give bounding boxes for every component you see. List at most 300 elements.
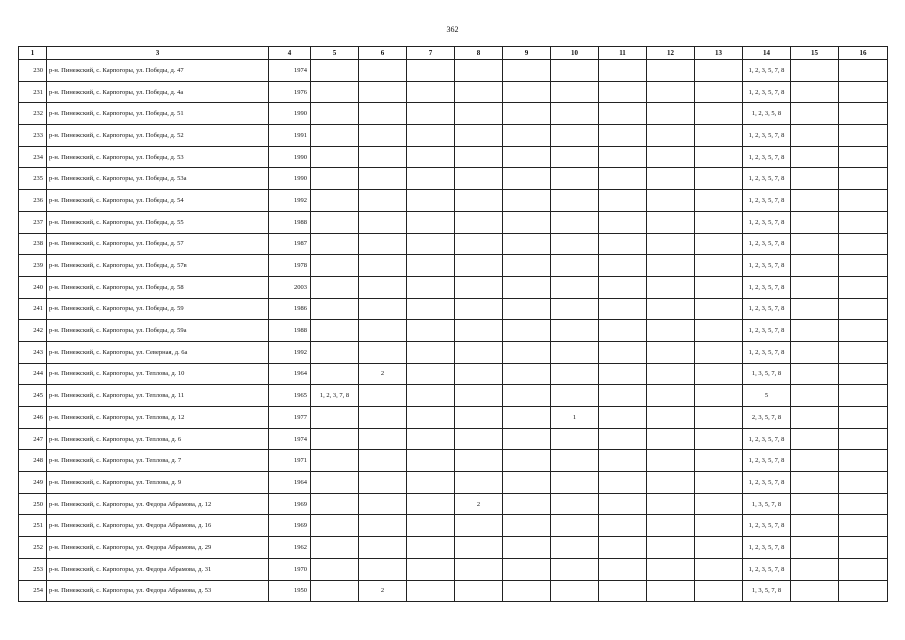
cell-col-13 bbox=[695, 276, 743, 298]
cell-col-10 bbox=[551, 190, 599, 212]
cell-col-13 bbox=[695, 168, 743, 190]
cell-address: р-н. Пинежский, с. Карпогоры, ул. Теплова, д. 6 bbox=[47, 428, 269, 450]
cell-address: р-н. Пинежский, с. Карпогоры, ул. Победы, д. 57 bbox=[47, 233, 269, 255]
cell-col-5 bbox=[311, 580, 359, 602]
cell-col-9 bbox=[503, 537, 551, 559]
cell-col-14: 2, 3, 5, 7, 8 bbox=[743, 407, 791, 429]
table-row bbox=[19, 298, 888, 320]
cell-col-8 bbox=[455, 233, 503, 255]
cell-col-16 bbox=[839, 233, 888, 255]
cell-col-11 bbox=[599, 537, 647, 559]
cell-col-9 bbox=[503, 125, 551, 147]
cell-col-10: 1 bbox=[551, 407, 599, 429]
table-row bbox=[19, 407, 888, 429]
cell-col-10 bbox=[551, 558, 599, 580]
cell-col-9 bbox=[503, 407, 551, 429]
cell-col-6 bbox=[359, 146, 407, 168]
cell-col-16 bbox=[839, 255, 888, 277]
cell-col-12 bbox=[647, 60, 695, 82]
cell-col-11 bbox=[599, 298, 647, 320]
cell-col-16 bbox=[839, 428, 888, 450]
cell-col-6 bbox=[359, 407, 407, 429]
cell-col-9 bbox=[503, 103, 551, 125]
cell-year: 1971 bbox=[269, 450, 311, 472]
cell-year: 1987 bbox=[269, 233, 311, 255]
cell-row-number: 249 bbox=[19, 472, 47, 494]
cell-col-7 bbox=[407, 580, 455, 602]
cell-col-5 bbox=[311, 450, 359, 472]
cell-col-15 bbox=[791, 428, 839, 450]
cell-row-number: 246 bbox=[19, 407, 47, 429]
cell-year: 1964 bbox=[269, 472, 311, 494]
cell-col-7 bbox=[407, 363, 455, 385]
cell-col-9 bbox=[503, 60, 551, 82]
cell-col-16 bbox=[839, 168, 888, 190]
cell-col-8 bbox=[455, 125, 503, 147]
table-row bbox=[19, 190, 888, 212]
cell-col-12 bbox=[647, 103, 695, 125]
cell-col-16 bbox=[839, 103, 888, 125]
cell-address: р-н. Пинежский, с. Карпогоры, ул. Теплова, д. 11 bbox=[47, 385, 269, 407]
cell-col-5 bbox=[311, 341, 359, 363]
cell-col-11 bbox=[599, 428, 647, 450]
cell-col-12 bbox=[647, 558, 695, 580]
cell-col-12 bbox=[647, 255, 695, 277]
cell-col-15 bbox=[791, 103, 839, 125]
cell-col-13 bbox=[695, 320, 743, 342]
column-header-7: 7 bbox=[407, 47, 455, 60]
cell-col-11 bbox=[599, 168, 647, 190]
cell-col-12 bbox=[647, 125, 695, 147]
cell-address: р-н. Пинежский, с. Карпогоры, ул. Победы, д. 47 bbox=[47, 60, 269, 82]
cell-address: р-н. Пинежский, с. Карпогоры, ул. Победы, д. 59а bbox=[47, 320, 269, 342]
cell-col-15 bbox=[791, 472, 839, 494]
table-row bbox=[19, 168, 888, 190]
cell-col-5 bbox=[311, 363, 359, 385]
cell-year: 1992 bbox=[269, 341, 311, 363]
cell-col-15 bbox=[791, 211, 839, 233]
cell-address: р-н. Пинежский, с. Карпогоры, ул. Победы, д. 59 bbox=[47, 298, 269, 320]
cell-address: р-н. Пинежский, с. Карпогоры, ул. Победы, д. 54 bbox=[47, 190, 269, 212]
cell-year: 1964 bbox=[269, 363, 311, 385]
cell-col-6 bbox=[359, 168, 407, 190]
cell-col-5 bbox=[311, 276, 359, 298]
cell-col-6 bbox=[359, 60, 407, 82]
cell-col-11 bbox=[599, 363, 647, 385]
cell-col-10 bbox=[551, 450, 599, 472]
cell-year: 1977 bbox=[269, 407, 311, 429]
cell-col-10 bbox=[551, 320, 599, 342]
cell-col-13 bbox=[695, 211, 743, 233]
cell-col-16 bbox=[839, 385, 888, 407]
cell-year: 1950 bbox=[269, 580, 311, 602]
cell-row-number: 251 bbox=[19, 515, 47, 537]
cell-row-number: 231 bbox=[19, 81, 47, 103]
cell-col-9 bbox=[503, 515, 551, 537]
cell-col-13 bbox=[695, 298, 743, 320]
column-header-6: 6 bbox=[359, 47, 407, 60]
cell-col-7 bbox=[407, 255, 455, 277]
cell-col-13 bbox=[695, 472, 743, 494]
cell-col-14: 1, 2, 3, 5, 7, 8 bbox=[743, 146, 791, 168]
cell-address: р-н. Пинежский, с. Карпогоры, ул. Теплова, д. 12 bbox=[47, 407, 269, 429]
cell-row-number: 232 bbox=[19, 103, 47, 125]
table-row bbox=[19, 493, 888, 515]
cell-col-14: 1, 2, 3, 5, 7, 8 bbox=[743, 558, 791, 580]
cell-col-7 bbox=[407, 233, 455, 255]
cell-col-7 bbox=[407, 81, 455, 103]
cell-col-9 bbox=[503, 558, 551, 580]
cell-col-9 bbox=[503, 168, 551, 190]
cell-address: р-н. Пинежский, с. Карпогоры, ул. Победы, д. 52 bbox=[47, 125, 269, 147]
cell-col-12 bbox=[647, 233, 695, 255]
cell-col-16 bbox=[839, 125, 888, 147]
cell-col-7 bbox=[407, 341, 455, 363]
cell-col-5 bbox=[311, 537, 359, 559]
cell-col-11 bbox=[599, 320, 647, 342]
cell-col-10 bbox=[551, 363, 599, 385]
cell-col-7 bbox=[407, 428, 455, 450]
cell-col-16 bbox=[839, 298, 888, 320]
cell-col-13 bbox=[695, 580, 743, 602]
cell-address: р-н. Пинежский, с. Карпогоры, ул. Северная, д. 6а bbox=[47, 341, 269, 363]
cell-col-8 bbox=[455, 276, 503, 298]
cell-col-5 bbox=[311, 125, 359, 147]
cell-address: р-н. Пинежский, с. Карпогоры, ул. Федора Абрамова, д. 31 bbox=[47, 558, 269, 580]
cell-row-number: 245 bbox=[19, 385, 47, 407]
cell-col-8 bbox=[455, 168, 503, 190]
cell-col-8: 2 bbox=[455, 493, 503, 515]
cell-col-8 bbox=[455, 255, 503, 277]
cell-col-14: 1, 2, 3, 5, 8 bbox=[743, 103, 791, 125]
cell-col-12 bbox=[647, 211, 695, 233]
cell-col-6 bbox=[359, 515, 407, 537]
cell-col-8 bbox=[455, 428, 503, 450]
cell-year: 1990 bbox=[269, 146, 311, 168]
cell-col-15 bbox=[791, 580, 839, 602]
cell-col-9 bbox=[503, 190, 551, 212]
cell-col-12 bbox=[647, 363, 695, 385]
cell-year: 1969 bbox=[269, 515, 311, 537]
cell-col-16 bbox=[839, 363, 888, 385]
cell-col-8 bbox=[455, 146, 503, 168]
cell-col-6 bbox=[359, 341, 407, 363]
cell-col-6 bbox=[359, 211, 407, 233]
column-header-1: 1 bbox=[19, 47, 47, 60]
cell-col-8 bbox=[455, 363, 503, 385]
column-header-14: 14 bbox=[743, 47, 791, 60]
cell-col-9 bbox=[503, 320, 551, 342]
cell-col-13 bbox=[695, 103, 743, 125]
cell-col-9 bbox=[503, 428, 551, 450]
cell-col-11 bbox=[599, 450, 647, 472]
cell-col-12 bbox=[647, 407, 695, 429]
cell-address: р-н. Пинежский, с. Карпогоры, ул. Победы, д. 4а bbox=[47, 81, 269, 103]
cell-col-15 bbox=[791, 450, 839, 472]
cell-row-number: 254 bbox=[19, 580, 47, 602]
cell-address: р-н. Пинежский, с. Карпогоры, ул. Теплова, д. 7 bbox=[47, 450, 269, 472]
cell-col-5 bbox=[311, 320, 359, 342]
cell-col-11 bbox=[599, 255, 647, 277]
cell-row-number: 252 bbox=[19, 537, 47, 559]
cell-col-8 bbox=[455, 211, 503, 233]
cell-col-11 bbox=[599, 558, 647, 580]
cell-year: 1962 bbox=[269, 537, 311, 559]
cell-col-11 bbox=[599, 493, 647, 515]
cell-row-number: 238 bbox=[19, 233, 47, 255]
table-row bbox=[19, 81, 888, 103]
cell-year: 1970 bbox=[269, 558, 311, 580]
cell-row-number: 250 bbox=[19, 493, 47, 515]
cell-col-6 bbox=[359, 385, 407, 407]
column-header-5: 5 bbox=[311, 47, 359, 60]
cell-col-12 bbox=[647, 580, 695, 602]
cell-col-5 bbox=[311, 255, 359, 277]
cell-col-14: 1, 2, 3, 5, 7, 8 bbox=[743, 298, 791, 320]
cell-col-10 bbox=[551, 103, 599, 125]
cell-year: 1969 bbox=[269, 493, 311, 515]
cell-col-5 bbox=[311, 558, 359, 580]
cell-year: 1992 bbox=[269, 190, 311, 212]
cell-col-10 bbox=[551, 298, 599, 320]
cell-col-10 bbox=[551, 125, 599, 147]
cell-col-12 bbox=[647, 537, 695, 559]
cell-col-7 bbox=[407, 385, 455, 407]
cell-col-15 bbox=[791, 168, 839, 190]
cell-col-16 bbox=[839, 472, 888, 494]
cell-year: 1974 bbox=[269, 428, 311, 450]
cell-col-16 bbox=[839, 211, 888, 233]
cell-col-14: 1, 2, 3, 5, 7, 8 bbox=[743, 276, 791, 298]
cell-col-15 bbox=[791, 233, 839, 255]
cell-col-6 bbox=[359, 558, 407, 580]
cell-col-14: 1, 2, 3, 5, 7, 8 bbox=[743, 255, 791, 277]
cell-col-9 bbox=[503, 211, 551, 233]
cell-col-9 bbox=[503, 472, 551, 494]
page-number: 362 bbox=[446, 25, 459, 34]
cell-col-7 bbox=[407, 450, 455, 472]
cell-col-16 bbox=[839, 515, 888, 537]
cell-col-15 bbox=[791, 276, 839, 298]
cell-col-7 bbox=[407, 493, 455, 515]
table-row bbox=[19, 580, 888, 602]
cell-address: р-н. Пинежский, с. Карпогоры, ул. Победы, д. 57в bbox=[47, 255, 269, 277]
column-header-9: 9 bbox=[503, 47, 551, 60]
cell-col-5 bbox=[311, 298, 359, 320]
cell-col-9 bbox=[503, 450, 551, 472]
cell-col-12 bbox=[647, 81, 695, 103]
cell-col-13 bbox=[695, 428, 743, 450]
table-row bbox=[19, 558, 888, 580]
cell-col-5 bbox=[311, 190, 359, 212]
cell-col-11 bbox=[599, 580, 647, 602]
cell-col-15 bbox=[791, 320, 839, 342]
cell-col-6 bbox=[359, 493, 407, 515]
cell-col-7 bbox=[407, 558, 455, 580]
cell-col-14: 1, 2, 3, 5, 7, 8 bbox=[743, 211, 791, 233]
column-header-13: 13 bbox=[695, 47, 743, 60]
cell-col-14: 1, 2, 3, 5, 7, 8 bbox=[743, 341, 791, 363]
cell-year: 1974 bbox=[269, 60, 311, 82]
cell-row-number: 241 bbox=[19, 298, 47, 320]
cell-year: 1965 bbox=[269, 385, 311, 407]
cell-row-number: 242 bbox=[19, 320, 47, 342]
column-header-8: 8 bbox=[455, 47, 503, 60]
cell-year: 1986 bbox=[269, 298, 311, 320]
cell-col-15 bbox=[791, 515, 839, 537]
cell-col-8 bbox=[455, 450, 503, 472]
cell-col-10 bbox=[551, 168, 599, 190]
cell-year: 1991 bbox=[269, 125, 311, 147]
cell-col-12 bbox=[647, 450, 695, 472]
cell-col-16 bbox=[839, 558, 888, 580]
cell-year: 1976 bbox=[269, 81, 311, 103]
cell-col-9 bbox=[503, 146, 551, 168]
cell-year: 1988 bbox=[269, 211, 311, 233]
cell-col-9 bbox=[503, 341, 551, 363]
cell-col-5 bbox=[311, 211, 359, 233]
cell-col-14: 1, 2, 3, 5, 7, 8 bbox=[743, 428, 791, 450]
cell-year: 1990 bbox=[269, 103, 311, 125]
cell-col-8 bbox=[455, 298, 503, 320]
cell-address: р-н. Пинежский, с. Карпогоры, ул. Победы, д. 55 bbox=[47, 211, 269, 233]
cell-col-10 bbox=[551, 385, 599, 407]
cell-address: р-н. Пинежский, с. Карпогоры, ул. Федора Абрамова, д. 29 bbox=[47, 537, 269, 559]
cell-col-5 bbox=[311, 81, 359, 103]
cell-col-10 bbox=[551, 493, 599, 515]
cell-col-14: 1, 2, 3, 5, 7, 8 bbox=[743, 125, 791, 147]
table-row bbox=[19, 125, 888, 147]
cell-col-7 bbox=[407, 276, 455, 298]
cell-col-9 bbox=[503, 81, 551, 103]
cell-col-14: 1, 2, 3, 5, 7, 8 bbox=[743, 537, 791, 559]
cell-year: 2003 bbox=[269, 276, 311, 298]
cell-col-8 bbox=[455, 515, 503, 537]
cell-col-14: 1, 2, 3, 5, 7, 8 bbox=[743, 472, 791, 494]
cell-col-11 bbox=[599, 276, 647, 298]
cell-address: р-н. Пинежский, с. Карпогоры, ул. Теплова, д. 9 bbox=[47, 472, 269, 494]
cell-col-15 bbox=[791, 537, 839, 559]
cell-col-12 bbox=[647, 320, 695, 342]
cell-col-8 bbox=[455, 81, 503, 103]
cell-col-8 bbox=[455, 558, 503, 580]
cell-address: р-н. Пинежский, с. Карпогоры, ул. Победы, д. 53 bbox=[47, 146, 269, 168]
cell-col-15 bbox=[791, 60, 839, 82]
cell-col-7 bbox=[407, 146, 455, 168]
cell-col-14: 1, 2, 3, 5, 7, 8 bbox=[743, 168, 791, 190]
cell-col-13 bbox=[695, 190, 743, 212]
cell-col-10 bbox=[551, 81, 599, 103]
table-row bbox=[19, 255, 888, 277]
cell-row-number: 234 bbox=[19, 146, 47, 168]
cell-col-5 bbox=[311, 60, 359, 82]
cell-col-12 bbox=[647, 341, 695, 363]
cell-row-number: 239 bbox=[19, 255, 47, 277]
cell-col-6 bbox=[359, 125, 407, 147]
table-row bbox=[19, 537, 888, 559]
cell-col-7 bbox=[407, 211, 455, 233]
cell-col-13 bbox=[695, 407, 743, 429]
column-header-4: 4 bbox=[269, 47, 311, 60]
cell-col-6 bbox=[359, 233, 407, 255]
cell-col-10 bbox=[551, 146, 599, 168]
table-row bbox=[19, 363, 888, 385]
cell-col-13 bbox=[695, 450, 743, 472]
cell-col-12 bbox=[647, 385, 695, 407]
cell-col-11 bbox=[599, 81, 647, 103]
cell-col-5 bbox=[311, 146, 359, 168]
cell-col-15 bbox=[791, 146, 839, 168]
cell-col-16 bbox=[839, 320, 888, 342]
cell-col-14: 1, 2, 3, 5, 7, 8 bbox=[743, 515, 791, 537]
cell-col-6 bbox=[359, 537, 407, 559]
cell-col-16 bbox=[839, 450, 888, 472]
table-row bbox=[19, 211, 888, 233]
cell-col-12 bbox=[647, 298, 695, 320]
cell-col-16 bbox=[839, 60, 888, 82]
cell-col-15 bbox=[791, 341, 839, 363]
cell-row-number: 248 bbox=[19, 450, 47, 472]
cell-col-5 bbox=[311, 428, 359, 450]
cell-col-14: 1, 3, 5, 7, 8 bbox=[743, 363, 791, 385]
cell-row-number: 247 bbox=[19, 428, 47, 450]
cell-col-8 bbox=[455, 385, 503, 407]
cell-col-6 bbox=[359, 298, 407, 320]
cell-year: 1988 bbox=[269, 320, 311, 342]
cell-col-6 bbox=[359, 428, 407, 450]
cell-row-number: 244 bbox=[19, 363, 47, 385]
cell-col-7 bbox=[407, 60, 455, 82]
cell-col-6 bbox=[359, 320, 407, 342]
table-row bbox=[19, 450, 888, 472]
cell-col-10 bbox=[551, 472, 599, 494]
cell-col-13 bbox=[695, 537, 743, 559]
cell-col-6: 2 bbox=[359, 363, 407, 385]
cell-col-5 bbox=[311, 515, 359, 537]
cell-col-10 bbox=[551, 580, 599, 602]
cell-col-5 bbox=[311, 472, 359, 494]
cell-col-7 bbox=[407, 298, 455, 320]
cell-col-14: 1, 2, 3, 5, 7, 8 bbox=[743, 81, 791, 103]
table-row bbox=[19, 341, 888, 363]
cell-col-15 bbox=[791, 493, 839, 515]
column-header-11: 11 bbox=[599, 47, 647, 60]
cell-col-10 bbox=[551, 515, 599, 537]
table-row bbox=[19, 428, 888, 450]
cell-col-10 bbox=[551, 211, 599, 233]
cell-col-14: 1, 3, 5, 7, 8 bbox=[743, 580, 791, 602]
cell-col-8 bbox=[455, 60, 503, 82]
cell-col-11 bbox=[599, 190, 647, 212]
cell-col-6 bbox=[359, 450, 407, 472]
cell-col-14: 1, 3, 5, 7, 8 bbox=[743, 493, 791, 515]
cell-row-number: 236 bbox=[19, 190, 47, 212]
cell-col-14: 1, 2, 3, 5, 7, 8 bbox=[743, 233, 791, 255]
cell-row-number: 235 bbox=[19, 168, 47, 190]
cell-col-13 bbox=[695, 493, 743, 515]
cell-col-16 bbox=[839, 493, 888, 515]
cell-col-6: 2 bbox=[359, 580, 407, 602]
cell-col-14: 1, 2, 3, 5, 7, 8 bbox=[743, 450, 791, 472]
cell-col-11 bbox=[599, 341, 647, 363]
cell-col-14: 1, 2, 3, 5, 7, 8 bbox=[743, 60, 791, 82]
cell-address: р-н. Пинежский, с. Карпогоры, ул. Федора Абрамова, д. 12 bbox=[47, 493, 269, 515]
column-header-10: 10 bbox=[551, 47, 599, 60]
cell-col-8 bbox=[455, 580, 503, 602]
cell-col-12 bbox=[647, 428, 695, 450]
cell-col-13 bbox=[695, 60, 743, 82]
cell-col-11 bbox=[599, 103, 647, 125]
